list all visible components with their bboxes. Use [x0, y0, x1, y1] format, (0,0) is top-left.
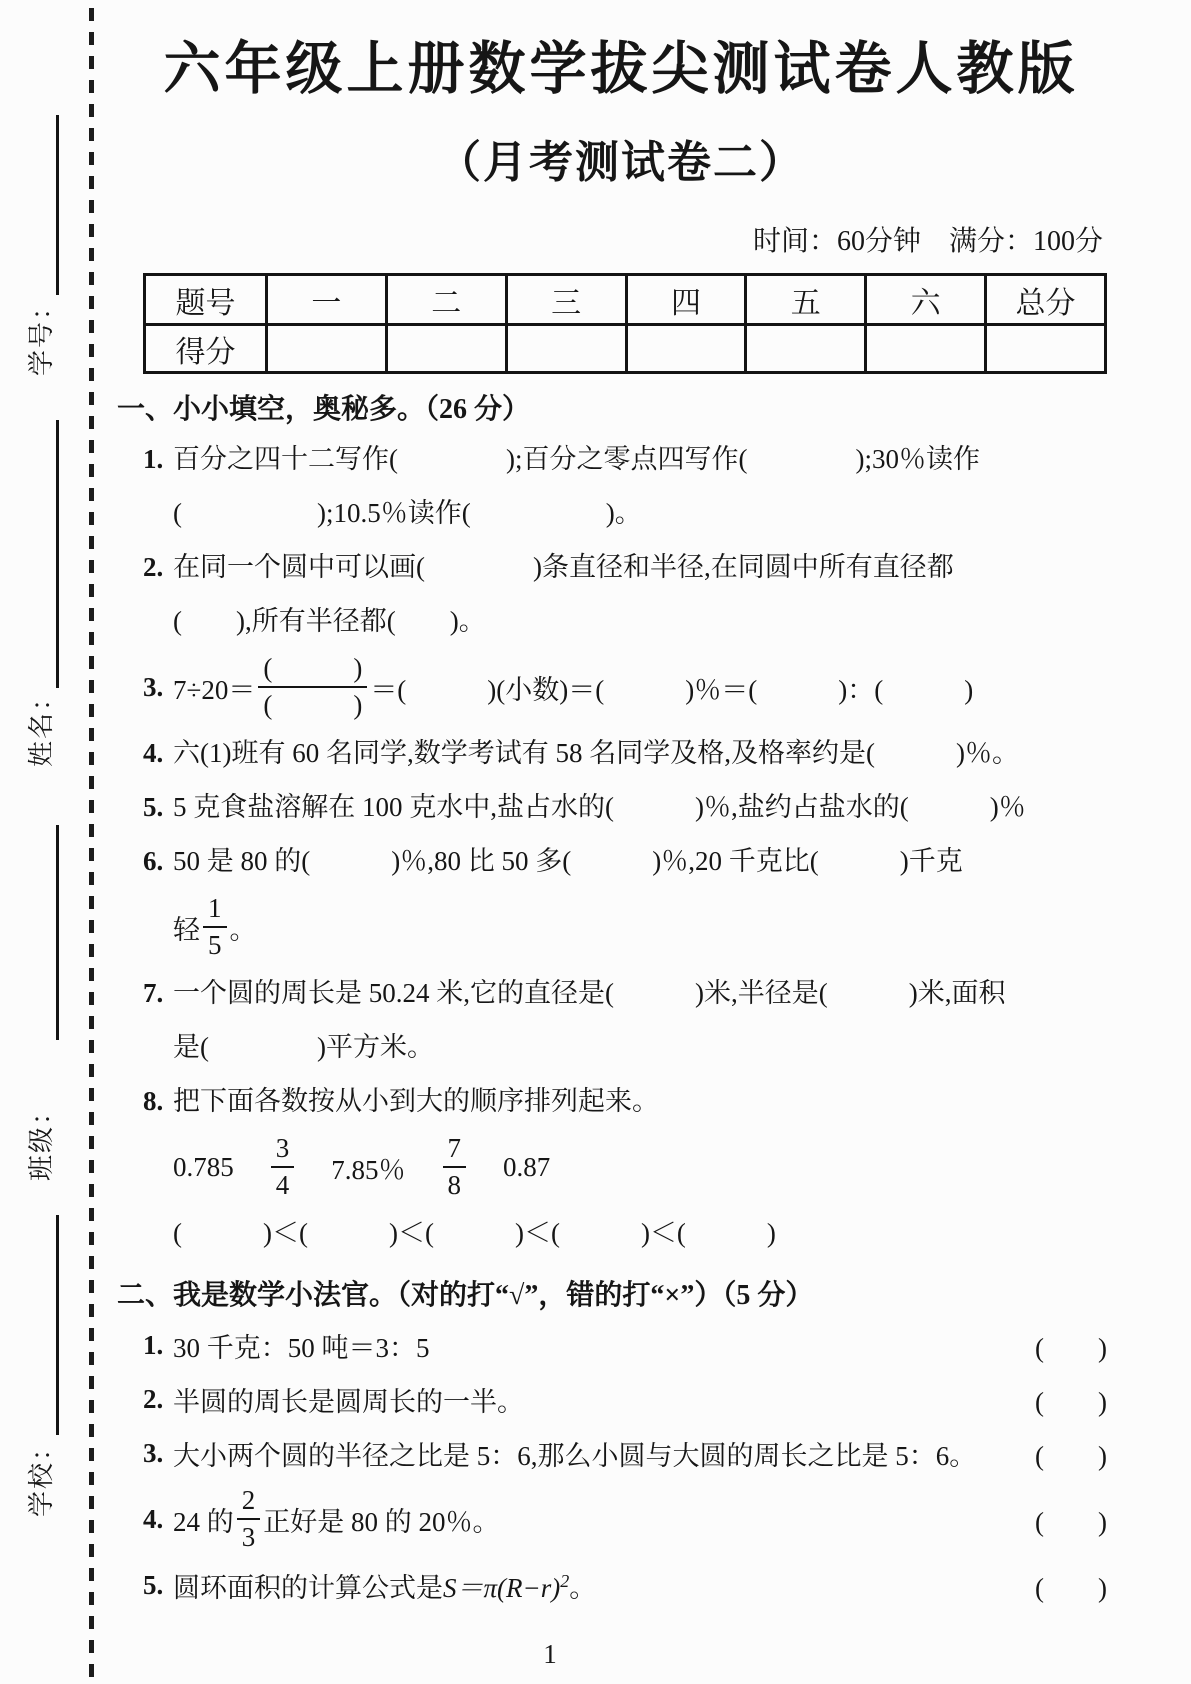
number-item: 0.87 — [503, 1151, 551, 1182]
question-text: 轻 — [173, 914, 200, 945]
question-number: 8. — [143, 1086, 164, 1117]
question-text: 50 是 80 的( )％,80 比 50 多( )％,20 千克比( )千克 — [173, 846, 963, 877]
score-blank-cell — [386, 325, 506, 373]
question-row — [143, 726, 1107, 780]
score-blank-cell — [746, 325, 866, 373]
question-number: 6. — [143, 846, 164, 877]
question-text: 正好是 80 的 20％。 — [263, 1506, 500, 1537]
question-row — [143, 834, 1107, 966]
question-text: 大小两个圆的半径之比是 5：6,那么小圆与大圆的周长之比是 5：6。 — [173, 1440, 977, 1471]
answer-blank: ( ) — [1035, 1572, 1107, 1603]
score-table — [143, 273, 1107, 374]
score-blank-cell — [986, 325, 1106, 373]
question-text: 六(1)班有 60 名同学,数学考试有 58 名同学及格,及格率约是( )％。 — [173, 738, 1019, 769]
question-text: 。 — [569, 1572, 597, 1603]
score-table-cell-question-no: 题号 — [145, 275, 267, 325]
question-row — [143, 780, 1107, 834]
section1-heading: 一、小小填空，奥秘多。（26 分） — [117, 394, 531, 426]
number-list-row — [143, 1128, 1107, 1206]
binding-dashed-line — [89, 8, 94, 1684]
question-text: 百分之四十二写作( );百分之零点四写作( );30％读作 — [173, 444, 980, 475]
sidebar-label-student-id: 学号： — [27, 292, 56, 377]
score-table-score-row — [145, 325, 1106, 373]
section2-questions — [135, 1318, 1107, 1612]
score-blank-cell — [626, 325, 746, 373]
school-fill-line — [56, 1215, 59, 1435]
question-row — [143, 966, 1107, 1074]
question-number: 4. — [143, 1503, 164, 1534]
question-text: ( ),所有半径都( )。 — [173, 606, 486, 637]
fraction-one-fifth: $\frac{1}{5}$ — [203, 893, 227, 961]
page-title: 六年级上册数学拔尖测试卷人教版 — [163, 38, 1079, 101]
question-text: ( );10.5％读作( )。 — [173, 498, 642, 529]
question-row — [143, 648, 1107, 726]
question-row — [143, 1558, 1107, 1612]
score-table-cell-5: 五 — [746, 275, 866, 325]
score-label-cell: 得分 — [145, 325, 267, 373]
sidebar-label-class: 班级： — [27, 1097, 56, 1182]
question-number: 3. — [143, 671, 164, 702]
score-blank-cell — [866, 325, 986, 373]
student-id-fill-line — [56, 115, 59, 295]
score-table-cell-total: 总分 — [986, 275, 1106, 325]
question-text: 24 的 — [173, 1506, 234, 1537]
question-text: 。 — [229, 914, 257, 945]
question-number: 5. — [143, 1569, 164, 1600]
question-number: 7. — [143, 978, 164, 1009]
question-row — [143, 432, 1107, 540]
fraction-three-fourths: $\frac{3}{4}$ — [271, 1133, 295, 1201]
question-text: 30 千克：50 吨＝3：5 — [173, 1332, 430, 1363]
exam-page — [117, 0, 1107, 1612]
answer-blank: ( ) — [1035, 1506, 1107, 1537]
fraction-two-thirds: $\frac{2}{3}$ — [237, 1485, 261, 1553]
exam-time-score-info: 时间：60分钟 满分：100分 — [752, 226, 1103, 258]
score-table-cell-6: 六 — [866, 275, 986, 325]
question-text: 7÷20＝ — [173, 674, 256, 705]
answer-blank: ( ) — [1035, 1386, 1107, 1417]
question-text: 圆环面积的计算公式是 — [173, 1572, 443, 1603]
question-number: 4. — [143, 738, 164, 769]
number-item: 0.785 — [173, 1151, 234, 1182]
answer-blank: ( ) — [1035, 1332, 1107, 1363]
question-row — [143, 1372, 1107, 1426]
question-number: 3. — [143, 1437, 164, 1468]
question-row — [143, 1074, 1107, 1260]
question-text: ＝( )(小数)＝( )％＝( )：( ) — [370, 674, 974, 705]
score-table-header-row — [145, 275, 1106, 325]
answer-blank: ( ) — [1035, 1440, 1107, 1471]
score-blank-cell — [506, 325, 626, 373]
fraction-blank: $\frac{( )}{( )}$ — [258, 653, 367, 721]
sidebar-label-name: 姓名： — [27, 683, 56, 768]
question-text: 一个圆的周长是 50.24 米,它的直径是( )米,半径是( )米,面积 — [173, 978, 1006, 1009]
question-number: 2. — [143, 1383, 164, 1414]
score-table-cell-4: 四 — [626, 275, 746, 325]
page-number: 1 — [543, 1639, 557, 1669]
score-table-cell-3: 三 — [506, 275, 626, 325]
question-number: 1. — [143, 1329, 164, 1360]
score-table-cell-1: 一 — [267, 275, 387, 325]
question-number: 2. — [143, 552, 164, 583]
score-table-cell-2: 二 — [386, 275, 506, 325]
section2-heading: 二、我是数学小法官。（对的打“√”，错的打“×”）（5 分） — [117, 1280, 814, 1312]
ring-area-formula: $S=\pi(R-r)^2$ — [443, 1570, 570, 1603]
page-subtitle: （月考测试卷二） — [437, 138, 805, 188]
name-fill-line — [56, 420, 59, 688]
score-blank-cell — [267, 325, 387, 373]
question-text: 5 克食盐溶解在 100 克水中,盐占水的( )％,盐约占盐水的( )％ — [173, 792, 1026, 823]
question-row — [143, 1426, 1107, 1480]
question-number: 1. — [143, 444, 164, 475]
number-item: 7.85％ — [331, 1154, 406, 1185]
question-text: 是( )平方米。 — [173, 1032, 434, 1063]
question-row — [143, 540, 1107, 648]
question-row — [143, 1318, 1107, 1372]
compare-blanks: ( )＜( )＜( )＜( )＜( ) — [173, 1218, 776, 1249]
class-fill-line — [56, 825, 59, 1040]
fraction-seven-eighths: $\frac{7}{8}$ — [443, 1133, 467, 1201]
question-text: 把下面各数按从小到大的顺序排列起来。 — [173, 1086, 659, 1117]
sidebar-label-school: 学校： — [27, 1433, 56, 1518]
question-text: 在同一个圆中可以画( )条直径和半径,在同圆中所有直径都 — [173, 552, 954, 583]
question-number: 5. — [143, 792, 164, 823]
section1-questions — [135, 432, 1107, 1260]
question-row — [143, 1480, 1107, 1558]
question-text: 半圆的周长是圆周长的一半。 — [173, 1386, 524, 1417]
